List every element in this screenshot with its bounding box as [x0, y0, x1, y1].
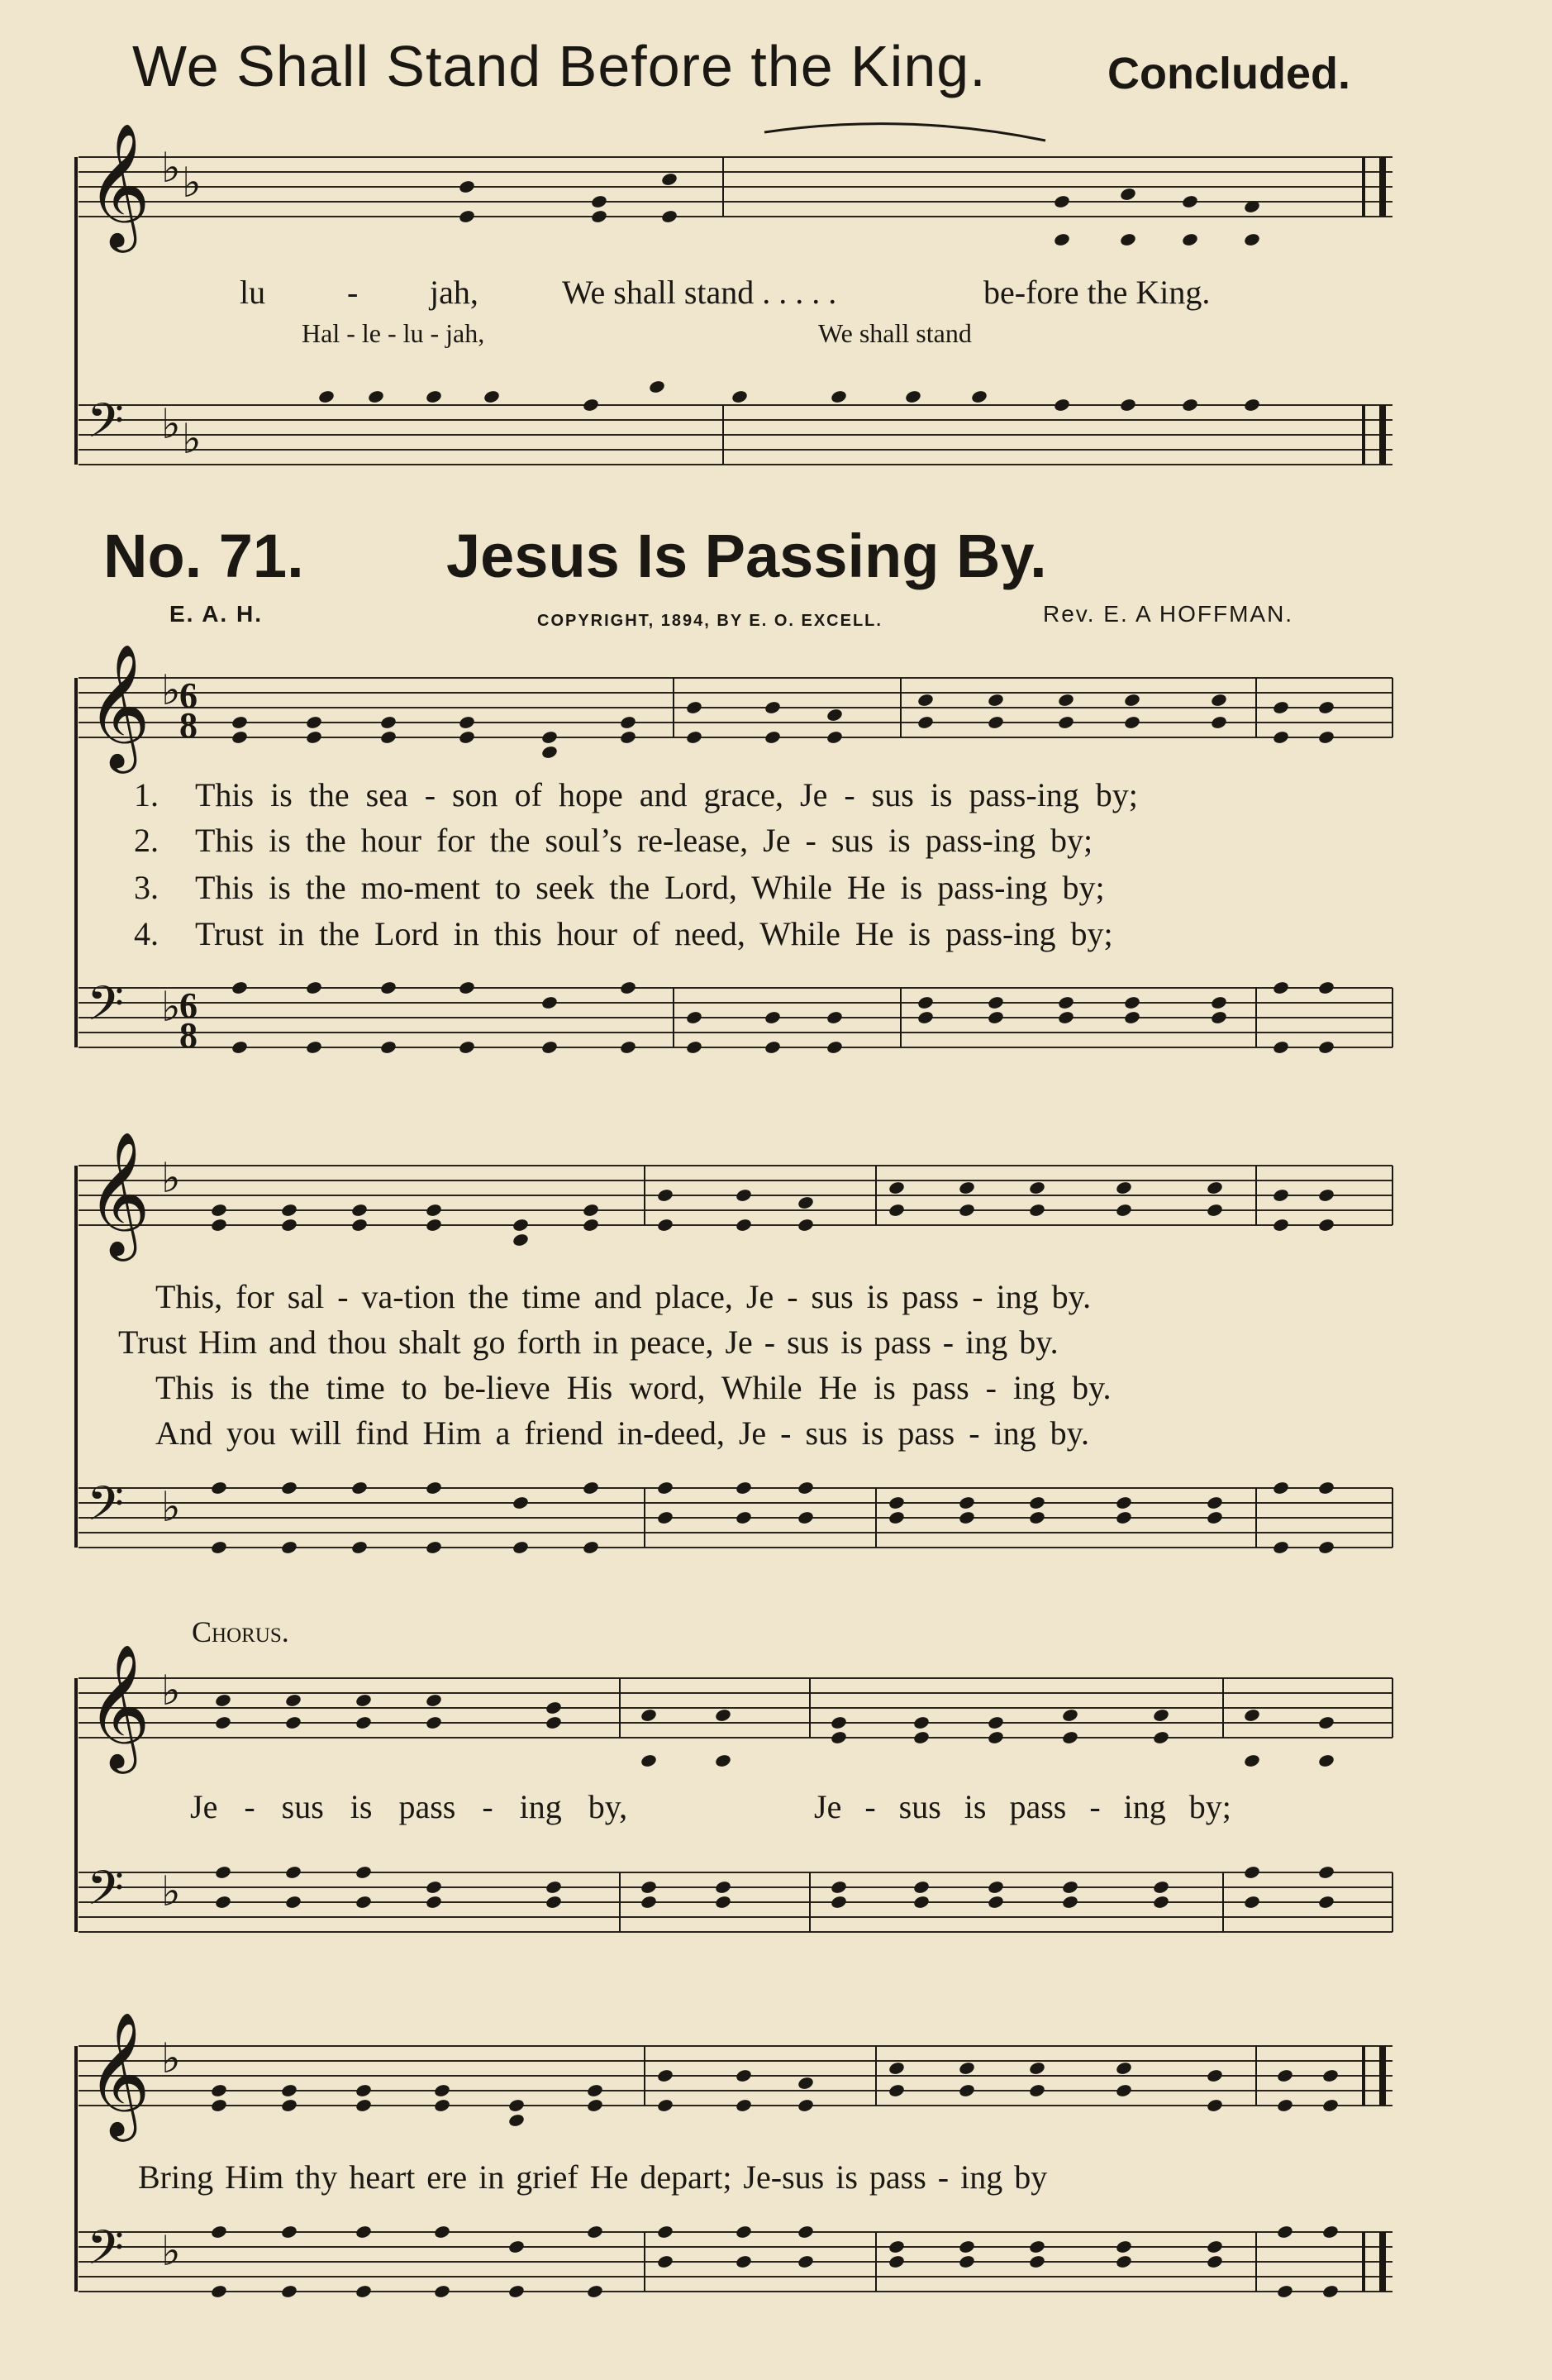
- verse-3-text: This is the mo-ment to seek the Lord, While He is pass-ing by;: [195, 869, 1105, 906]
- chorus-lyric-1a: Je - sus is pass - ing by,: [190, 1788, 628, 1825]
- svg-text:𝄞: 𝄞: [87, 647, 150, 766]
- chorus-lyric-1b: Je - sus is pass - ing by;: [814, 1788, 1231, 1825]
- svg-text:𝄢: 𝄢: [87, 979, 125, 1042]
- svg-text:𝄞: 𝄞: [87, 2015, 150, 2134]
- sys2-treble-staff: [79, 1133, 1393, 1262]
- svg-text:6: 6: [179, 675, 198, 716]
- svg-text:𝄞: 𝄞: [87, 1648, 150, 1767]
- svg-text:8: 8: [179, 705, 198, 746]
- svg-text:♭: ♭: [161, 1155, 181, 1201]
- hymn-copyright: COPYRIGHT, 1894, BY E. O. EXCELL.: [537, 612, 883, 630]
- verse-2-number: 2.: [134, 822, 159, 859]
- svg-text:♭: ♭: [161, 1868, 181, 1915]
- verse-2-line-1: [134, 821, 1093, 860]
- svg-text:6: 6: [179, 985, 198, 1026]
- verse-4-text: Trust in the Lord in this hour of need, While He is pass-ing by;: [195, 915, 1113, 952]
- svg-text:𝄢: 𝄢: [87, 1479, 125, 1543]
- svg-text:♭: ♭: [161, 401, 181, 447]
- page-title: We Shall Stand Before the King.: [132, 34, 987, 98]
- verse-4-number: 4.: [134, 915, 159, 952]
- verse-4-line-2: And you will find Him a friend in-deed, Je - sus is pass - ing by.: [155, 1414, 1090, 1452]
- prev-lyric-hyphen: -: [347, 274, 359, 311]
- verse-3-number: 3.: [134, 869, 159, 906]
- verse-3-line-1: [134, 868, 1105, 907]
- verse-1-text: This is the sea - son of hope and grace, Je - sus is pass-ing by;: [195, 776, 1138, 813]
- svg-text:𝄢: 𝄢: [87, 2223, 125, 2287]
- verse-1-number: 1.: [134, 776, 159, 813]
- svg-text:♭: ♭: [161, 1667, 181, 1714]
- verse-2-text: This is the hour for the soul’s re-lease, Je - sus is pass-ing by;: [195, 822, 1093, 859]
- chorus-label: Chorus.: [192, 1615, 289, 1648]
- svg-text:8: 8: [179, 1015, 198, 1056]
- svg-text:𝄞: 𝄞: [87, 1135, 150, 1254]
- svg-text:♭: ♭: [161, 2035, 181, 2082]
- verse-1-line-2: This, for sal - va-tion the time and place, Je - sus is pass - ing by.: [155, 1278, 1092, 1315]
- verse-2-line-2: Trust Him and thou shalt go forth in peace, Je - sus is pass - ing by.: [118, 1324, 1059, 1361]
- prev-bass-lyric-we-shall-stand: We shall stand: [818, 318, 972, 348]
- verse-4-line-1: [134, 914, 1113, 953]
- svg-text:𝄢: 𝄢: [87, 396, 125, 460]
- sys1-treble-staff: [79, 646, 1393, 774]
- prev-bass-staff: [79, 379, 1393, 465]
- sys1-bass-staff: [79, 979, 1393, 1056]
- svg-text:♭: ♭: [182, 160, 202, 206]
- svg-text:♭: ♭: [161, 1484, 181, 1530]
- svg-text:♭: ♭: [161, 145, 181, 191]
- prev-lyric-lu: lu: [240, 274, 266, 311]
- chorus-lyric-2: Bring Him thy heart ere in grief He depart; Je-sus is pass - ing by: [138, 2158, 1048, 2196]
- hymn-title: Jesus Is Passing By.: [446, 522, 1047, 590]
- sys2-bass-staff: [79, 1479, 1393, 1555]
- concluded-label: Concluded.: [1107, 49, 1350, 98]
- final-treble-staff: [79, 2014, 1393, 2142]
- prev-bass-lyric-halleluiah: Hal - le - lu - jah,: [302, 318, 485, 348]
- hymn-author-initials: E. A. H.: [169, 601, 263, 627]
- hymn-author: Rev. E. A HOFFMAN.: [1043, 601, 1294, 627]
- svg-text:𝄞: 𝄞: [87, 122, 150, 247]
- svg-text:♭: ♭: [182, 416, 202, 462]
- prev-lyric-jah: jah,: [430, 274, 478, 311]
- final-bass-staff: [79, 2223, 1393, 2299]
- verse-3-line-2: This is the time to be-lieve His word, While He is pass - ing by.: [155, 1369, 1112, 1406]
- svg-text:♭: ♭: [161, 667, 181, 713]
- svg-text:♭: ♭: [161, 984, 181, 1030]
- chorus-treble-staff: [79, 1646, 1393, 1774]
- prev-lyric-before-the-king: be-fore the King.: [983, 274, 1211, 311]
- svg-text:𝄢: 𝄢: [87, 1863, 125, 1927]
- svg-text:♭: ♭: [161, 2228, 181, 2274]
- prev-lyric-we-shall-stand: We shall stand . . . . .: [562, 274, 837, 311]
- chorus-bass-staff: [79, 1863, 1393, 1932]
- prev-treble-staff: [79, 122, 1393, 253]
- hymn-number: No. 71.: [103, 522, 304, 590]
- verse-1-line-1: [134, 775, 1138, 814]
